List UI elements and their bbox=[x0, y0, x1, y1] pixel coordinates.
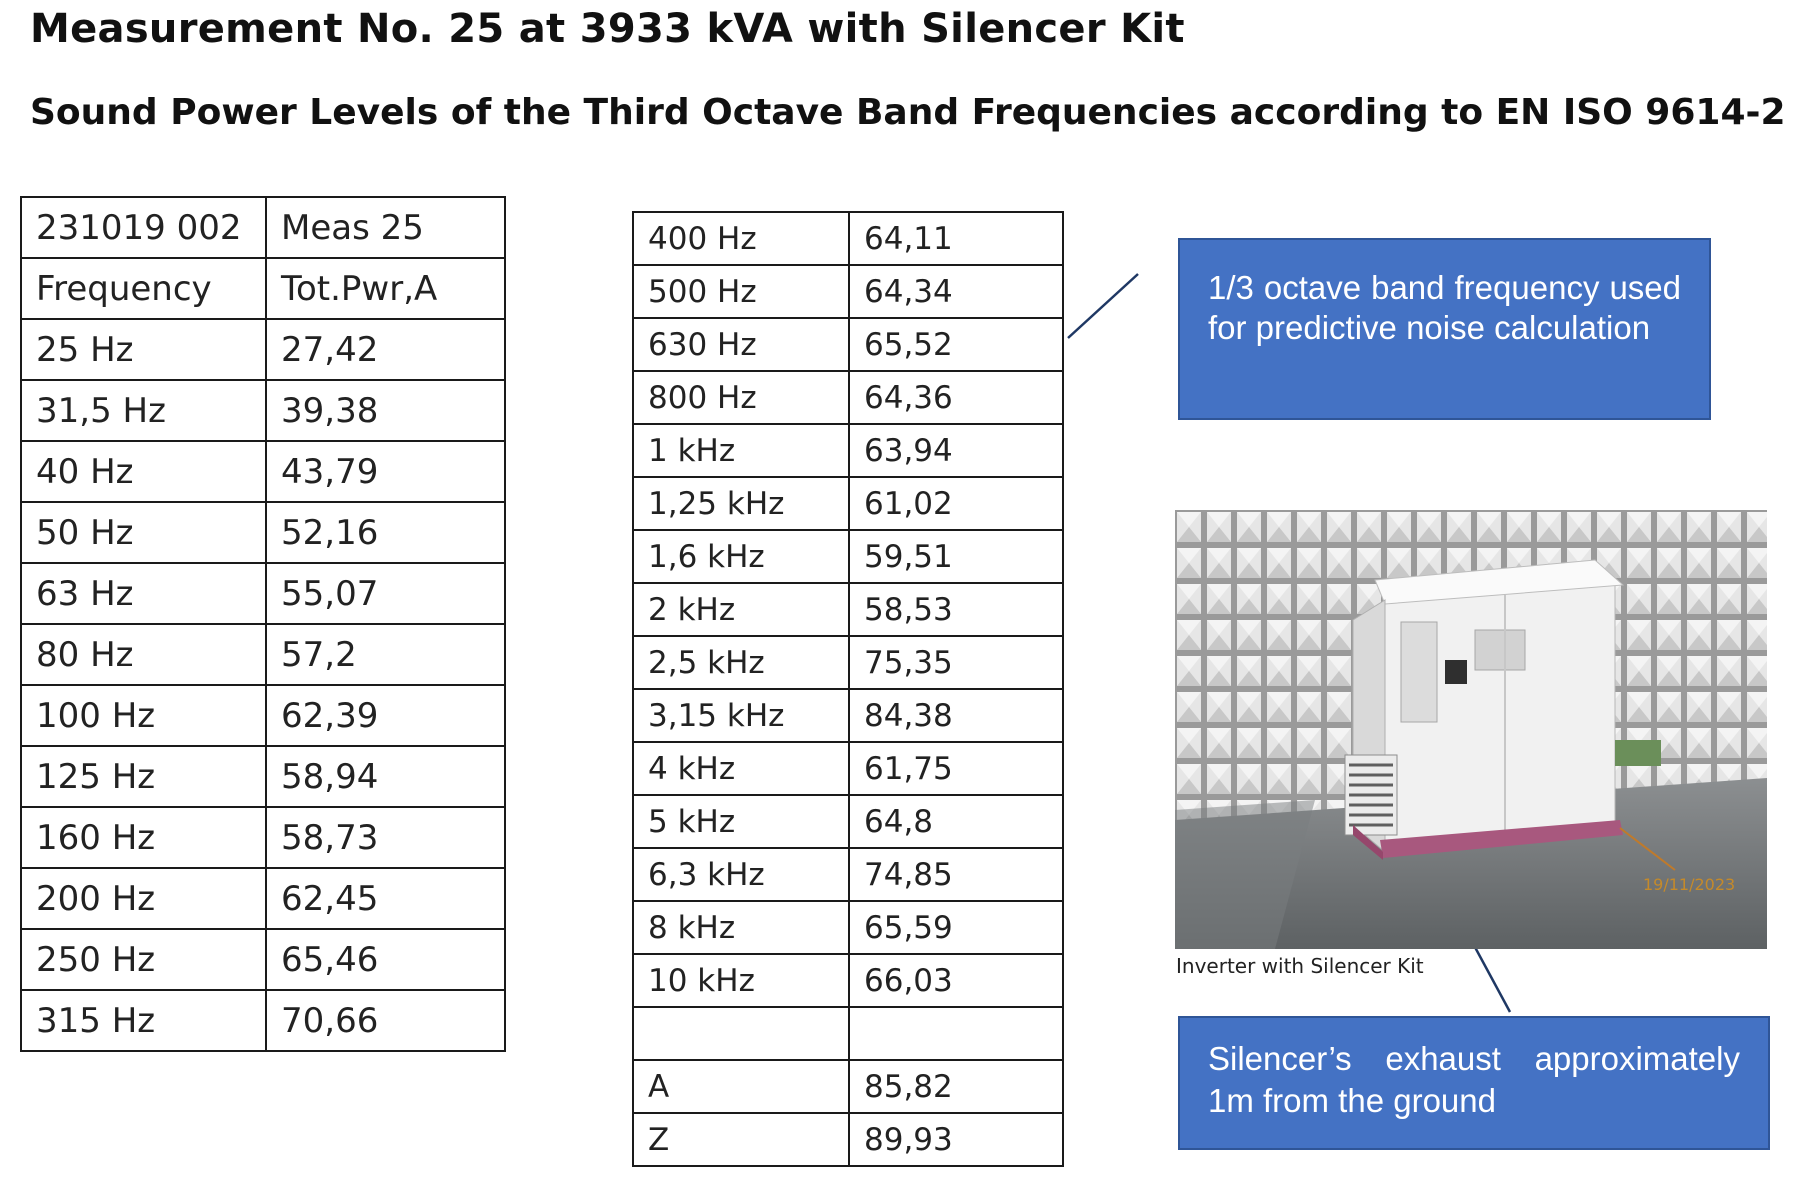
power-level-cell: 62,45 bbox=[266, 868, 505, 929]
frequency-cell: 4 kHz bbox=[633, 742, 849, 795]
frequency-cell: 231019 002 bbox=[21, 197, 266, 258]
top-callout-pointer bbox=[1068, 274, 1138, 338]
photo-caption: Inverter with Silencer Kit bbox=[1176, 954, 1424, 978]
frequency-cell: 630 Hz bbox=[633, 318, 849, 371]
power-level-cell: 52,16 bbox=[266, 502, 505, 563]
frequency-cell: 1,25 kHz bbox=[633, 477, 849, 530]
frequency-cell: 1 kHz bbox=[633, 424, 849, 477]
frequency-cell: 63 Hz bbox=[21, 563, 266, 624]
frequency-cell: A bbox=[633, 1060, 849, 1113]
frequency-cell: 200 Hz bbox=[21, 868, 266, 929]
frequency-cell: 3,15 kHz bbox=[633, 689, 849, 742]
power-level-cell: 63,94 bbox=[849, 424, 1063, 477]
frequency-cell: 2,5 kHz bbox=[633, 636, 849, 689]
power-level-cell: Tot.Pwr,A bbox=[266, 258, 505, 319]
frequency-cell: 1,6 kHz bbox=[633, 530, 849, 583]
power-level-cell: 58,73 bbox=[266, 807, 505, 868]
power-level-cell: 61,02 bbox=[849, 477, 1063, 530]
power-level-cell: 84,38 bbox=[849, 689, 1063, 742]
silencer-kit bbox=[1345, 755, 1397, 835]
page-subtitle: Sound Power Levels of the Third Octave Band Frequencies according to EN ISO 9614-2 bbox=[30, 92, 1786, 133]
power-level-cell: 39,38 bbox=[266, 380, 505, 441]
power-level-cell: 55,07 bbox=[266, 563, 505, 624]
inverter-photo bbox=[1175, 510, 1767, 949]
frequency-cell: 250 Hz bbox=[21, 929, 266, 990]
frequency-cell: 25 Hz bbox=[21, 319, 266, 380]
power-level-cell: 64,36 bbox=[849, 371, 1063, 424]
power-level-cell: 85,82 bbox=[849, 1060, 1063, 1113]
frequency-cell: 160 Hz bbox=[21, 807, 266, 868]
frequency-cell: 400 Hz bbox=[633, 212, 849, 265]
photo-date-stamp: 19/11/2023 bbox=[1643, 875, 1736, 894]
frequency-cell: 315 Hz bbox=[21, 990, 266, 1051]
frequency-cell: 5 kHz bbox=[633, 795, 849, 848]
octave-band-callout: 1/3 octave band frequency used for predictive noise calculation bbox=[1178, 238, 1711, 420]
power-level-cell: 70,66 bbox=[266, 990, 505, 1051]
frequency-cell: 800 Hz bbox=[633, 371, 849, 424]
power-level-cell: 57,2 bbox=[266, 624, 505, 685]
frequency-cell: 2 kHz bbox=[633, 583, 849, 636]
power-level-cell: 66,03 bbox=[849, 954, 1063, 1007]
silencer-exhaust-callout: Silencer’s exhaust approximately 1m from the ground bbox=[1178, 1016, 1770, 1150]
power-level-cell: 59,51 bbox=[849, 530, 1063, 583]
frequency-cell: Z bbox=[633, 1113, 849, 1166]
frequency-cell: 500 Hz bbox=[633, 265, 849, 318]
power-level-cell: 27,42 bbox=[266, 319, 505, 380]
power-level-cell: 65,59 bbox=[849, 901, 1063, 954]
power-level-cell: 65,46 bbox=[266, 929, 505, 990]
power-level-cell: 64,8 bbox=[849, 795, 1063, 848]
page-title: Measurement No. 25 at 3933 kVA with Silencer Kit bbox=[30, 6, 1185, 52]
power-level-cell: 58,53 bbox=[849, 583, 1063, 636]
power-level-cell: 62,39 bbox=[266, 685, 505, 746]
frequency-cell: 50 Hz bbox=[21, 502, 266, 563]
power-level-cell: 61,75 bbox=[849, 742, 1063, 795]
power-level-cell: 89,93 bbox=[849, 1113, 1063, 1166]
frequency-cell: Frequency bbox=[21, 258, 266, 319]
power-level-cell: 64,34 bbox=[849, 265, 1063, 318]
power-level-cell: 75,35 bbox=[849, 636, 1063, 689]
power-level-cell: 64,11 bbox=[849, 212, 1063, 265]
power-level-cell: 74,85 bbox=[849, 848, 1063, 901]
power-level-cell: 43,79 bbox=[266, 441, 505, 502]
frequency-cell: 6,3 kHz bbox=[633, 848, 849, 901]
frequency-cell: 125 Hz bbox=[21, 746, 266, 807]
power-level-cell: 58,94 bbox=[266, 746, 505, 807]
power-level-cell: 65,52 bbox=[849, 318, 1063, 371]
frequency-cell: 31,5 Hz bbox=[21, 380, 266, 441]
frequency-cell: 40 Hz bbox=[21, 441, 266, 502]
frequency-cell: 100 Hz bbox=[21, 685, 266, 746]
power-level-cell: Meas 25 bbox=[266, 197, 505, 258]
frequency-cell: 8 kHz bbox=[633, 901, 849, 954]
frequency-cell: 10 kHz bbox=[633, 954, 849, 1007]
frequency-cell: 80 Hz bbox=[21, 624, 266, 685]
